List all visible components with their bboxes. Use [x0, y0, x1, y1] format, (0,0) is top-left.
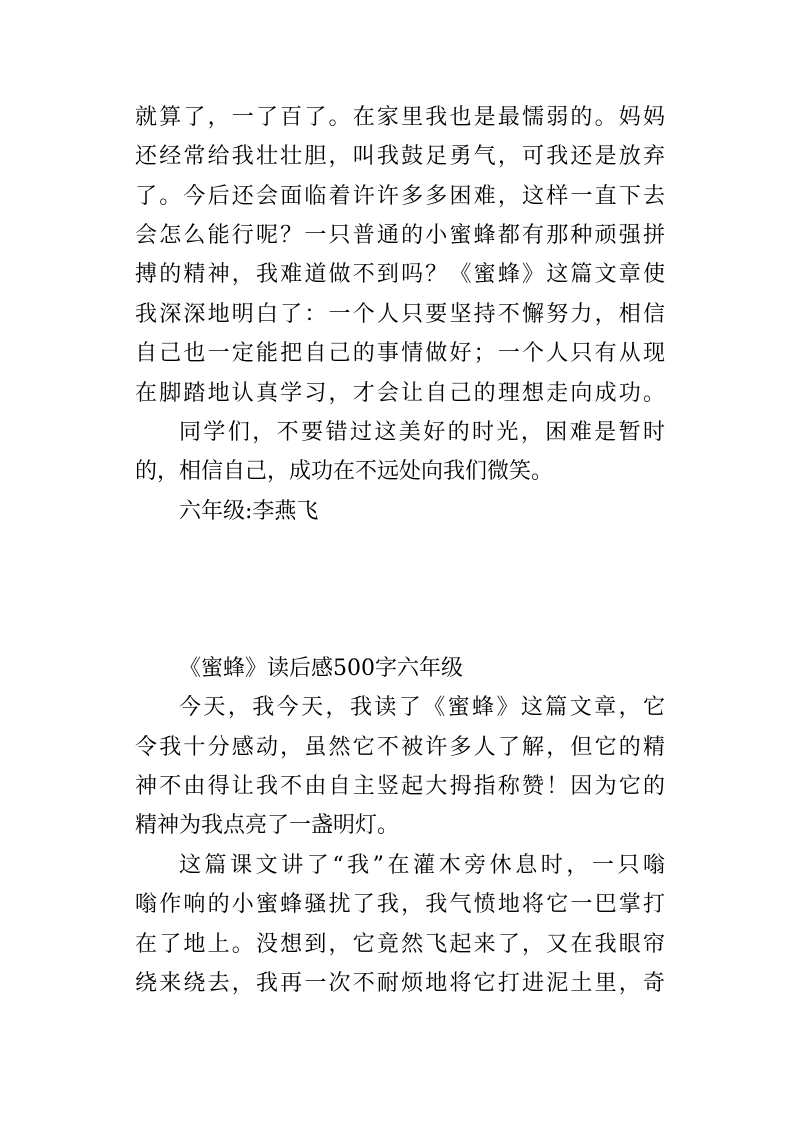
paragraph-line: 嗡作响的小蜜蜂骚扰了我，我气愤地将它一巴掌打	[135, 892, 665, 917]
paragraph-line: 搏的精神，我难道做不到吗？《蜜蜂》这篇文章使	[135, 262, 665, 287]
paragraph-line: 还经常给我壮壮胆，叫我鼓足勇气，可我还是放弃	[135, 144, 665, 169]
paragraph-line: 同学们，不要错过这美好的时光，困难是暂时	[179, 420, 665, 445]
paragraph-line: 精神为我点亮了一盏明灯。	[135, 813, 400, 838]
author-line: 六年级:李燕飞	[179, 499, 319, 524]
paragraph-line: 在了地上。没想到，它竟然飞起来了，又在我眼帘	[135, 932, 665, 957]
paragraph-line: 会怎么能行呢？一只普通的小蜜蜂都有那种顽强拼	[135, 223, 665, 248]
paragraph-line: 今天，我今天，我读了《蜜蜂》这篇文章，它	[179, 695, 665, 720]
paragraph-line: 我深深地明白了：一个人只要坚持不懈努力，相信	[135, 302, 665, 327]
essay-title: 《蜜蜂》读后感500字六年级	[179, 656, 463, 681]
paragraph-line: 在脚踏地认真学习，才会让自己的理想走向成功。	[135, 381, 665, 406]
paragraph-line: 自己也一定能把自己的事情做好；一个人只有从现	[135, 341, 665, 366]
paragraph-line: 就算了，一了百了。在家里我也是最懦弱的。妈妈	[135, 105, 665, 130]
paragraph-line: 了。今后还会面临着许许多多困难，这样一直下去	[135, 184, 665, 209]
paragraph-line: 的，相信自己，成功在不远处向我们微笑。	[135, 459, 554, 484]
paragraph-line: 绕来绕去，我再一次不耐烦地将它打进泥土里，奇	[135, 971, 665, 996]
paragraph-line: 令我十分感动，虽然它不被许多人了解，但它的精	[135, 735, 665, 760]
paragraph-line: 神不由得让我不由自主竖起大拇指称赞！因为它的	[135, 774, 665, 799]
paragraph-line: 这篇课文讲了“我”在灌木旁休息时，一只嗡	[179, 853, 665, 878]
